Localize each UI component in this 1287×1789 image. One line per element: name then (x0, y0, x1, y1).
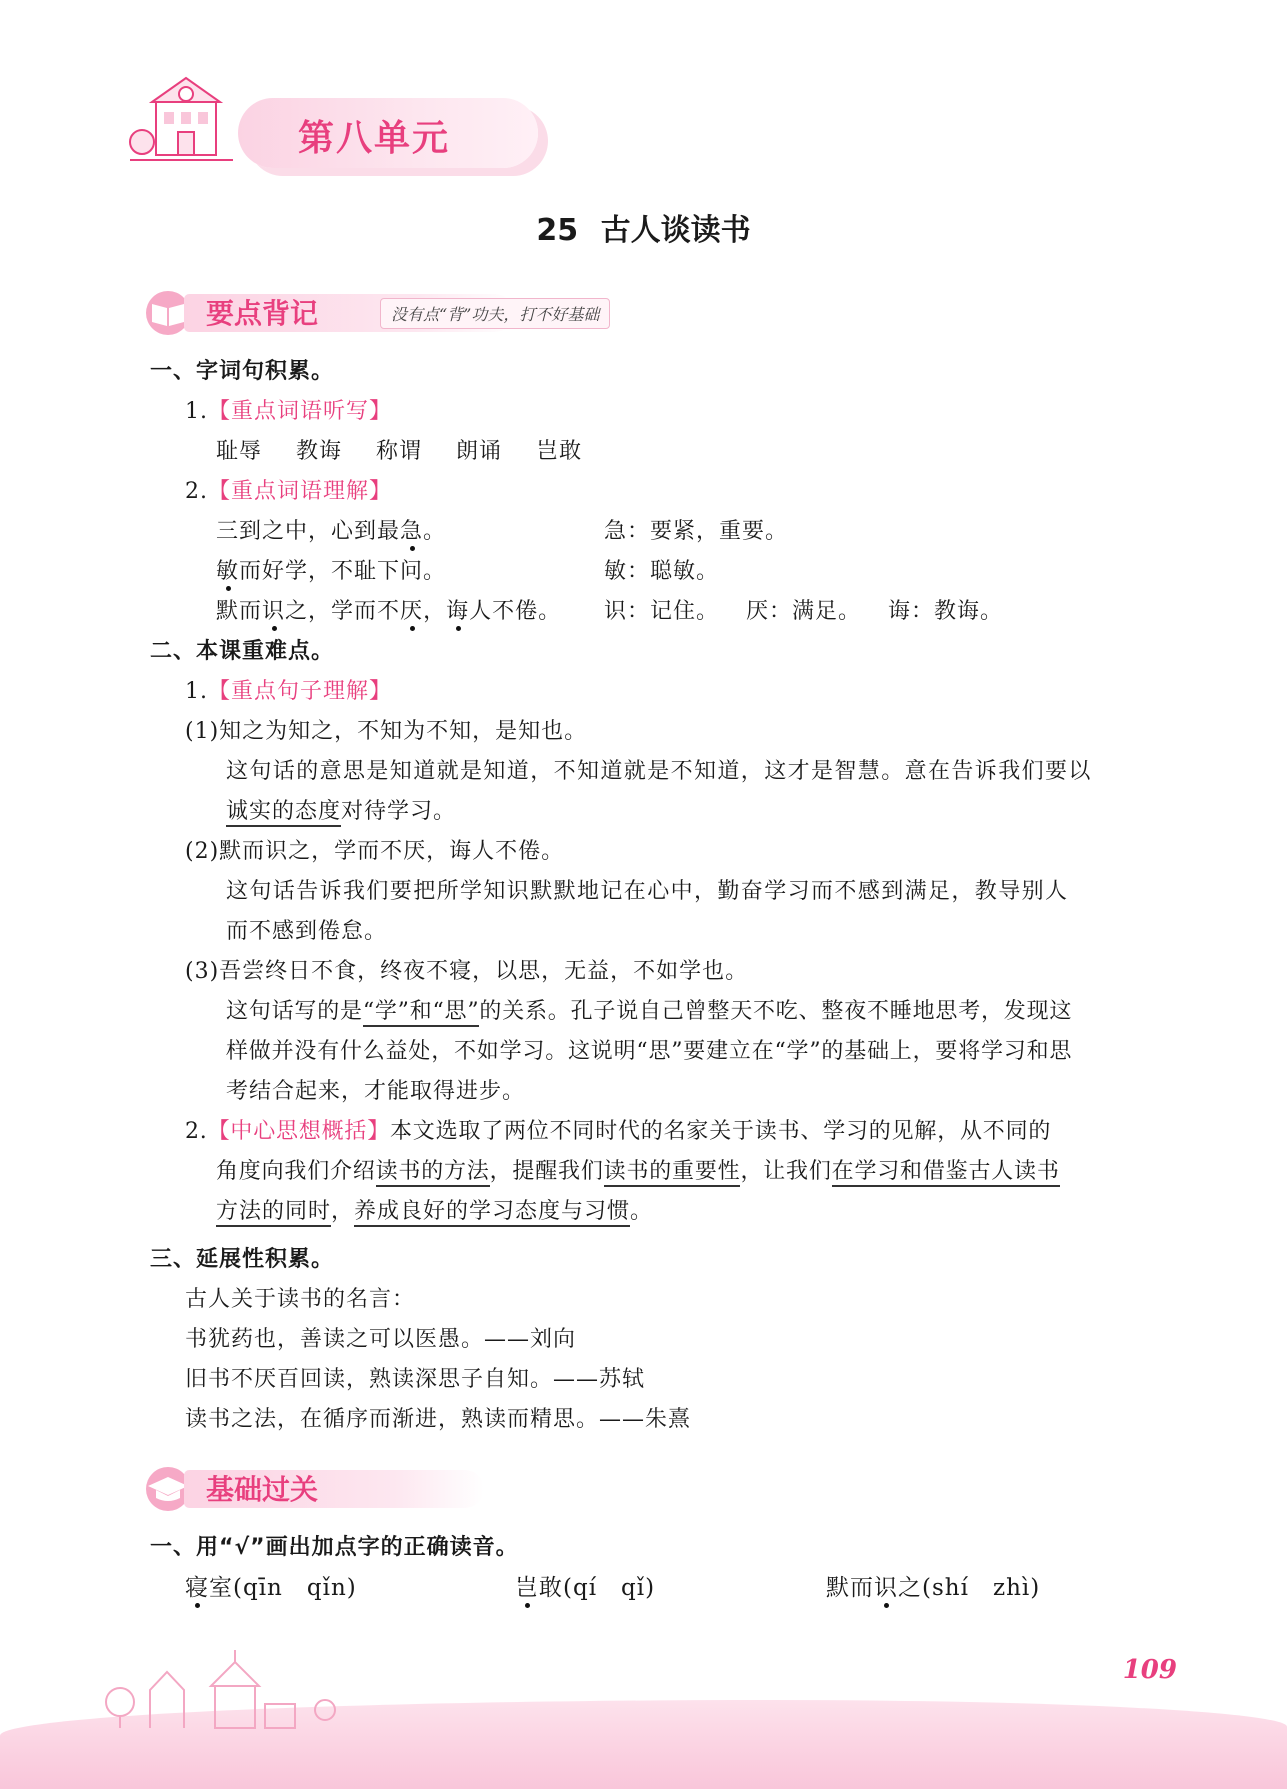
quote: 旧书不厌百回读，熟读深思子自知。——苏轼 (185, 1367, 646, 1392)
exercise-item: 寝室(qīn qǐn) (185, 1575, 357, 1601)
explanation-1b: 诚实的态度对待学习。 (226, 792, 456, 832)
central-idea-line2: 角度向我们介绍读书的方法，提醒我们读书的重要性，让我们在学习和借鉴古人读书 (216, 1152, 1060, 1192)
vocab-gloss: 诲：教诲。 (888, 599, 1004, 624)
central-idea-line3: 方法的同时，养成良好的学习态度与习惯。 (216, 1192, 653, 1232)
exercise-item: 岂敢(qí qǐ) (515, 1575, 656, 1601)
castle-illustration-icon (95, 1650, 355, 1730)
vocab-row: 三到之中，心到最急。 (216, 519, 447, 544)
part3-heading: 三、延展性积累。 (150, 1247, 335, 1272)
explanation-3a: 这句话写的是“学”和“思”的关系。孔子说自己曾整天不吃、整夜不睡地思考，发现这 (226, 992, 1072, 1032)
word: 教诲 (296, 439, 343, 464)
section-key-points (140, 288, 700, 336)
vocab-gloss: 识：记住。 (604, 599, 720, 624)
section-label-basics: 基础过关 (206, 1473, 319, 1506)
explanation-2a: 这句话告诉我们要把所学知识默默地记在心中，勤奋学习而不感到满足，教导别人 (226, 879, 1069, 904)
explanation-1a: 这句话的意思是知道就是知道，不知道就是不知道，这才是智慧。意在告诉我们要以 (226, 759, 1092, 784)
sentence-2: (2)默而识之，学而不厌，诲人不倦。 (185, 839, 565, 864)
item2-heading: 2.【重点词语理解】 (185, 479, 393, 504)
school-building-icon (128, 70, 238, 170)
quote: 读书之法，在循序而渐进，熟读而精思。——朱熹 (185, 1407, 692, 1432)
vocab-row: 敏而好学，不耻下问。 (216, 559, 447, 584)
part1-heading: 一、字词句积累。 (150, 359, 335, 384)
quotes-intro: 古人关于读书的名言： (185, 1287, 416, 1312)
central-idea-line1: 2.【中心思想概括】本文选取了两位不同时代的名家关于读书、学习的见解，从不同的 (185, 1119, 1052, 1144)
explanation-3c: 考结合起来，才能取得进步。 (226, 1079, 526, 1104)
explanation-3b: 样做并没有什么益处，不如学习。这说明“思”要建立在“学”的基础上，要将学习和思 (226, 1039, 1073, 1064)
page-number: 109 (1122, 1655, 1177, 1685)
vocab-gloss: 厌：满足。 (746, 599, 862, 624)
sentence-item-heading: 1.【重点句子理解】 (185, 679, 393, 704)
word: 朗诵 (456, 439, 503, 464)
vocab-row: 默而识之，学而不厌，诲人不倦。 (216, 599, 562, 624)
lesson-title (0, 205, 1287, 249)
word: 岂敢 (536, 439, 583, 464)
sentence-1: (1)知之为知之，不知为不知，是知也。 (185, 719, 588, 744)
lesson-name: 古人谈读书 (600, 213, 751, 248)
explanation-2b: 而不感到倦怠。 (226, 919, 388, 944)
item1-heading: 1.【重点词语听写】 (185, 399, 393, 424)
vocab-gloss: 急：要紧，重要。 (604, 519, 789, 544)
section-label-key-points: 要点背记 (206, 297, 319, 330)
sentence-3: (3)吾尝终日不食，终夜不寝，以思，无益，不如学也。 (185, 959, 749, 984)
part2-heading: 二、本课重难点。 (150, 639, 335, 664)
unit-banner (128, 70, 548, 180)
word: 耻辱 (216, 439, 263, 464)
exercise-heading: 一、用“√”画出加点字的正确读音。 (150, 1535, 519, 1560)
section-slogan: 没有点“背”功夫，打不好基础 (380, 298, 610, 329)
exercise-item: 默而识之(shí zhì) (826, 1575, 1041, 1601)
lesson-number: 25 (536, 213, 579, 248)
vocab-gloss: 敏：聪敏。 (604, 559, 720, 584)
unit-title: 第八单元 (298, 118, 451, 159)
dictation-words (216, 432, 582, 472)
word: 称谓 (376, 439, 423, 464)
section-basics (140, 1464, 540, 1512)
quote: 书犹药也，善读之可以医愚。——刘向 (185, 1327, 577, 1352)
